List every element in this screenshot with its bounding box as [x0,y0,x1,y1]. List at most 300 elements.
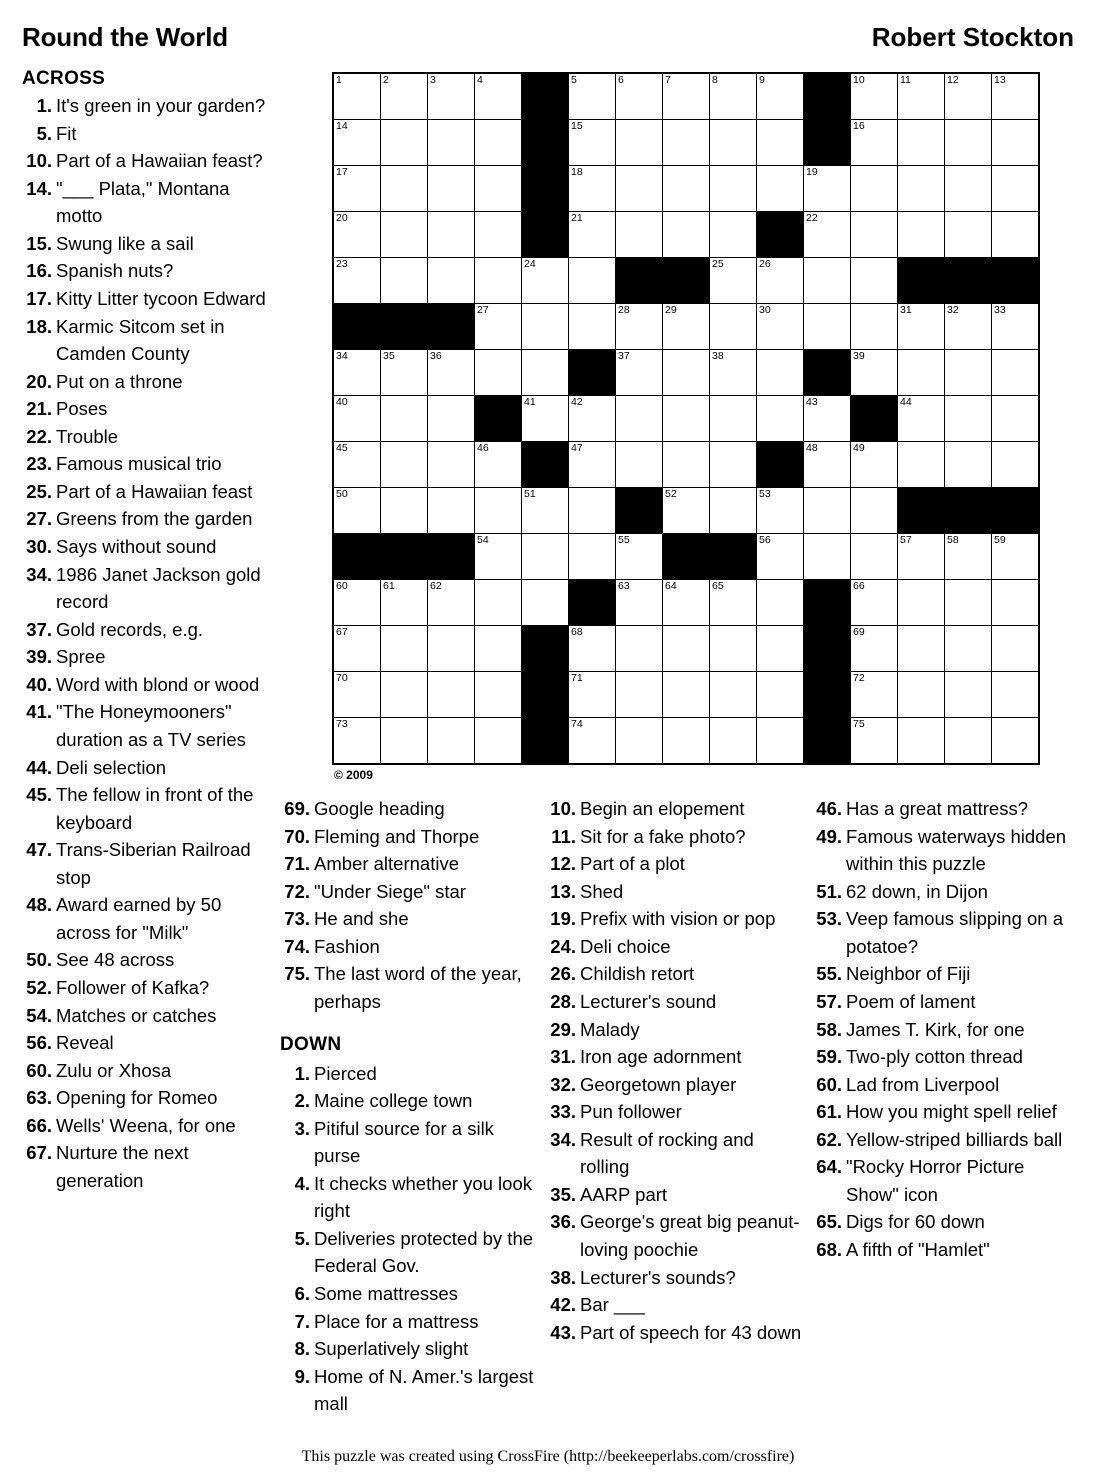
grid-cell-number: 21 [571,212,583,224]
grid-cell[interactable] [663,73,710,120]
grid-row [333,488,1039,534]
grid-cell[interactable] [428,580,475,626]
grid-cell[interactable] [898,396,945,442]
clue-number: 29. [550,1018,576,1040]
across-clue-item [22,120,274,148]
grid-cell[interactable] [945,534,992,580]
grid-cell[interactable] [569,534,616,580]
grid-cell[interactable] [663,120,710,166]
down-clue-item [812,1208,1068,1236]
clue-text: Spanish nuts? [56,260,174,282]
grid-cell[interactable] [663,718,710,765]
grid-cell[interactable] [851,166,898,212]
grid-cell[interactable] [522,534,569,580]
grid-cell[interactable] [663,672,710,718]
grid-cell[interactable] [757,488,804,534]
grid-cell[interactable] [898,534,945,580]
grid-cell-number: 75 [853,718,865,730]
grid-cell[interactable] [945,73,992,120]
clue-number: 9. [294,1365,310,1387]
grid-cell[interactable] [522,580,569,626]
grid-cell[interactable] [851,258,898,304]
grid-cell[interactable] [710,488,757,534]
grid-cell[interactable] [851,442,898,488]
grid-cell[interactable] [569,304,616,350]
grid-cell[interactable] [428,396,475,442]
grid-cell[interactable] [569,73,616,120]
down-clue-item [812,1126,1068,1154]
grid-cell[interactable] [945,212,992,258]
clue-number: 38. [550,1266,576,1288]
clue-number: 68. [816,1239,842,1260]
grid-cell[interactable] [333,488,381,534]
grid-cell-block [804,120,851,166]
grid-cell[interactable] [616,304,663,350]
grid-cell[interactable] [381,396,428,442]
grid-row [333,120,1039,166]
grid-cell[interactable] [428,626,475,672]
clue-number: 15. [26,232,52,254]
clue-text: Home of N. Amer.'s largest mall [314,1365,534,1415]
grid-cell[interactable] [522,396,569,442]
grid-cell[interactable] [475,166,522,212]
clue-text: Says without sound [56,536,217,557]
down-clue-item [812,1153,1068,1208]
clue-text: Kitty Litter tycoon Edward [56,287,266,309]
grid-cell[interactable] [851,304,898,350]
grid-cell-number: 52 [665,488,677,500]
grid-cell[interactable] [475,120,522,166]
down-clue-item [812,1098,1068,1126]
grid-cell[interactable] [945,304,992,350]
clue-text: Poem of lament [846,990,976,1012]
grid-cell[interactable] [475,718,522,765]
grid-cell[interactable] [333,442,381,488]
grid-cell-block [804,672,851,718]
grid-cell[interactable] [851,73,898,120]
down-clue-item [812,878,1068,906]
down-clue-item [812,1043,1068,1071]
grid-cell[interactable] [381,580,428,626]
clue-text: How you might spell relief [846,1101,1057,1123]
clue-text: See 48 across [56,949,175,971]
grid-cell[interactable] [333,626,381,672]
clue-number: 55. [816,963,842,985]
grid-cell[interactable] [663,580,710,626]
grid-cell[interactable] [616,212,663,258]
grid-cell[interactable] [898,672,945,718]
clue-number: 71. [284,853,310,875]
grid-cell-number: 50 [336,488,348,500]
across-clue-item [22,257,274,285]
clue-text: 1986 Janet Jackson gold record [56,563,261,613]
grid-cell-block [381,534,428,580]
grid-cell[interactable] [381,718,428,765]
grid-cell[interactable] [757,396,804,442]
grid-cell[interactable] [381,442,428,488]
across-clue-item [22,698,274,753]
grid-cell[interactable] [945,166,992,212]
grid-cell[interactable] [710,672,757,718]
grid-cell[interactable] [851,718,898,765]
grid-cell[interactable] [804,534,851,580]
grid-row [333,258,1039,304]
grid-cell-number: 10 [853,74,865,86]
clue-number: 26. [550,963,576,985]
across-clue-item [22,781,274,836]
clue-number: 24. [550,935,576,957]
down-clue-item [546,878,804,906]
page-title: Round the World [22,22,228,52]
grid-cell[interactable] [569,672,616,718]
grid-cell[interactable] [757,258,804,304]
grid-cell[interactable] [804,212,851,258]
grid-cell[interactable] [475,212,522,258]
grid-cell[interactable] [992,442,1040,488]
grid-cell[interactable] [616,580,663,626]
clue-text: Lecturer's sounds? [580,1266,736,1288]
grid-table[interactable] [332,72,1040,765]
clue-text: Part of a Hawaiian feast? [56,150,263,172]
grid-cell[interactable] [992,73,1040,120]
grid-cell[interactable] [992,718,1040,765]
grid-cell[interactable] [710,580,757,626]
grid-cell[interactable] [898,73,945,120]
across-clue-item [280,933,538,961]
grid-cell[interactable] [663,166,710,212]
grid-cell[interactable] [616,396,663,442]
down-clue-item [546,1016,804,1044]
grid-cell[interactable] [616,672,663,718]
grid-cell[interactable] [616,534,663,580]
grid-cell[interactable] [569,442,616,488]
clue-text: "___ Plata," Montana motto [56,177,230,227]
across-continued-list [280,795,538,1016]
grid-cell[interactable] [992,396,1040,442]
grid-cell-number: 1 [336,74,342,86]
grid-cell[interactable] [428,212,475,258]
grid-cell[interactable] [992,534,1040,580]
grid-cell[interactable] [757,718,804,765]
grid-cell[interactable] [569,212,616,258]
down-heading: DOWN [280,1033,342,1055]
grid-cell[interactable] [333,672,381,718]
grid-cell[interactable] [475,580,522,626]
grid-cell[interactable] [333,258,381,304]
grid-cell[interactable] [381,488,428,534]
grid-cell[interactable] [333,350,381,396]
clue-text: "Rocky Horror Picture Show" icon [846,1156,1025,1205]
grid-cell-number: 72 [853,672,865,684]
grid-cell[interactable] [757,626,804,672]
crossword-grid[interactable] [332,72,1040,765]
grid-cell[interactable] [522,350,569,396]
grid-cell[interactable] [992,672,1040,718]
grid-cell-number: 73 [336,718,348,730]
grid-cell[interactable] [663,488,710,534]
grid-cell[interactable] [757,166,804,212]
grid-cell[interactable] [757,580,804,626]
grid-cell[interactable] [616,73,663,120]
grid-cell[interactable] [710,304,757,350]
grid-cell[interactable] [710,166,757,212]
grid-cell[interactable] [851,534,898,580]
grid-cell[interactable] [333,120,381,166]
grid-cell[interactable] [475,534,522,580]
grid-cell[interactable] [945,626,992,672]
grid-cell-block [333,304,381,350]
grid-cell[interactable] [851,580,898,626]
grid-cell[interactable] [992,120,1040,166]
grid-cell[interactable] [710,442,757,488]
down-clue-item [812,823,1068,878]
grid-cell-number: 18 [571,166,583,178]
down-clue-item [280,1363,538,1418]
grid-cell[interactable] [616,718,663,765]
grid-cell[interactable] [569,396,616,442]
grid-cell[interactable] [757,534,804,580]
clue-number: 13. [550,880,576,902]
grid-cell[interactable] [333,73,381,120]
grid-cell[interactable] [428,672,475,718]
grid-cell[interactable] [428,258,475,304]
clue-number: 47. [26,839,52,861]
clue-text: Follower of Kafka? [56,977,210,998]
grid-cell[interactable] [898,580,945,626]
grid-cell-number: 67 [336,626,348,638]
clue-text: Pierced [314,1062,377,1084]
grid-cell[interactable] [428,73,475,120]
grid-cell[interactable] [381,258,428,304]
grid-cell[interactable] [757,350,804,396]
grid-cell[interactable] [428,718,475,765]
grid-cell[interactable] [333,396,381,442]
grid-row [333,166,1039,212]
clue-number: 23. [26,453,52,475]
grid-cell[interactable] [898,212,945,258]
grid-cell[interactable] [663,212,710,258]
grid-cell-number: 54 [477,534,489,546]
grid-cell[interactable] [569,120,616,166]
grid-cell-number: 70 [336,672,348,684]
grid-cell[interactable] [710,350,757,396]
grid-cell[interactable] [569,718,616,765]
across-clue-item [22,505,274,533]
grid-cell[interactable] [757,73,804,120]
grid-cell[interactable] [898,442,945,488]
grid-cell[interactable] [710,626,757,672]
clue-text: Has a great mattress? [846,798,1028,819]
grid-cell[interactable] [851,488,898,534]
grid-cell[interactable] [992,626,1040,672]
clue-text: It's green in your garden? [56,95,266,116]
grid-cell[interactable] [851,626,898,672]
grid-cell[interactable] [710,73,757,120]
grid-cell-number: 63 [618,580,630,592]
clue-text: 62 down, in Dijon [846,880,988,902]
clue-number: 73. [284,908,310,930]
clue-text: Amber alternative [314,853,459,875]
grid-cell-number: 47 [571,442,583,454]
grid-cell[interactable] [428,350,475,396]
grid-cell[interactable] [804,166,851,212]
grid-cell[interactable] [475,672,522,718]
grid-cell[interactable] [381,212,428,258]
grid-row [333,304,1039,350]
clue-number: 50. [26,949,52,971]
grid-cell[interactable] [663,396,710,442]
down-clue-item [812,795,1068,823]
across-clue-item [22,175,274,230]
grid-cell[interactable] [333,718,381,765]
grid-cell[interactable] [475,304,522,350]
grid-cell[interactable] [898,350,945,396]
grid-cell-block [381,304,428,350]
grid-cell[interactable] [616,442,663,488]
grid-cell[interactable] [522,304,569,350]
grid-cell[interactable] [804,396,851,442]
grid-cell[interactable] [851,212,898,258]
grid-cell[interactable] [710,212,757,258]
grid-cell[interactable] [898,304,945,350]
grid-cell[interactable] [851,120,898,166]
grid-cell[interactable] [663,626,710,672]
grid-cell[interactable] [757,120,804,166]
grid-cell[interactable] [663,304,710,350]
grid-cell[interactable] [475,350,522,396]
clue-number: 36. [550,1211,576,1233]
grid-cell[interactable] [663,350,710,396]
clue-text: Pitiful source for a silk purse [314,1117,494,1167]
grid-cell[interactable] [945,580,992,626]
grid-cell-number: 30 [759,304,771,316]
grid-cell[interactable] [898,120,945,166]
grid-cell[interactable] [992,212,1040,258]
clue-text: Put on a throne [56,370,183,392]
grid-cell[interactable] [992,166,1040,212]
grid-cell[interactable] [333,212,381,258]
grid-cell[interactable] [851,350,898,396]
grid-cell[interactable] [428,120,475,166]
grid-cell[interactable] [428,488,475,534]
clue-number: 16. [26,260,52,282]
grid-cell[interactable] [616,350,663,396]
across-clue-item [22,1084,274,1112]
grid-cell[interactable] [569,166,616,212]
grid-cell[interactable] [333,580,381,626]
grid-cell[interactable] [381,73,428,120]
grid-cell[interactable] [428,442,475,488]
across-clue-item [22,368,274,396]
clue-number: 75. [284,963,310,985]
grid-cell[interactable] [569,626,616,672]
clue-number: 10. [26,150,52,172]
grid-cell[interactable] [945,718,992,765]
clue-text: Greens from the garden [56,508,253,530]
grid-cell[interactable] [757,672,804,718]
grid-cell[interactable] [992,580,1040,626]
grid-cell[interactable] [663,442,710,488]
grid-cell-block [522,626,569,672]
grid-cell[interactable] [710,396,757,442]
grid-cell[interactable] [804,442,851,488]
grid-cell[interactable] [851,672,898,718]
grid-cell[interactable] [804,304,851,350]
grid-cell-number: 61 [383,580,395,592]
grid-cell[interactable] [522,258,569,304]
down-clue-item [812,905,1068,960]
grid-cell[interactable] [992,350,1040,396]
down-clue-item [280,1170,538,1225]
grid-row [333,350,1039,396]
grid-cell[interactable] [569,258,616,304]
grid-cell-block [757,442,804,488]
grid-cell[interactable] [898,626,945,672]
grid-cell[interactable] [569,488,616,534]
grid-cell[interactable] [710,258,757,304]
grid-cell[interactable] [475,488,522,534]
grid-cell-number: 39 [853,350,865,362]
grid-cell-block [522,166,569,212]
grid-cell[interactable] [898,718,945,765]
grid-cell[interactable] [616,120,663,166]
grid-cell[interactable] [381,166,428,212]
grid-cell[interactable] [475,626,522,672]
down-clue-item [546,1043,804,1071]
clue-text: The last word of the year, perhaps [314,963,522,1012]
grid-cell[interactable] [381,672,428,718]
clue-number: 52. [26,977,52,998]
grid-cell[interactable] [710,718,757,765]
clue-text: Iron age adornment [580,1046,742,1068]
grid-cell[interactable] [945,672,992,718]
grid-cell[interactable] [475,442,522,488]
clue-text: Place for a mattress [314,1310,479,1332]
grid-cell[interactable] [381,350,428,396]
grid-cell[interactable] [616,626,663,672]
grid-cell-number: 20 [336,212,348,224]
grid-cell[interactable] [757,304,804,350]
down-clue-item [812,1071,1068,1099]
grid-cell[interactable] [945,396,992,442]
grid-cell[interactable] [898,166,945,212]
grid-cell-number: 7 [665,74,671,86]
grid-cell[interactable] [428,166,475,212]
grid-cell[interactable] [710,120,757,166]
clue-text: Wells' Weena, for one [56,1114,236,1136]
grid-cell[interactable] [475,73,522,120]
grid-cell-block [522,73,569,120]
clue-text: Opening for Romeo [56,1087,218,1109]
grid-cell[interactable] [804,488,851,534]
clue-column-1 [280,795,546,1418]
grid-cell[interactable] [804,258,851,304]
clue-number: 57. [816,990,842,1012]
grid-cell[interactable] [522,488,569,534]
grid-cell[interactable] [945,442,992,488]
down-clue-item [812,988,1068,1016]
grid-cell[interactable] [381,626,428,672]
grid-cell[interactable] [992,304,1040,350]
grid-cell[interactable] [475,258,522,304]
clue-text: "Under Siege" star [314,880,466,902]
grid-cell[interactable] [945,350,992,396]
grid-cell-number: 25 [712,258,724,270]
grid-cell[interactable] [616,166,663,212]
grid-cell[interactable] [945,120,992,166]
grid-cell[interactable] [333,166,381,212]
grid-cell[interactable] [381,120,428,166]
